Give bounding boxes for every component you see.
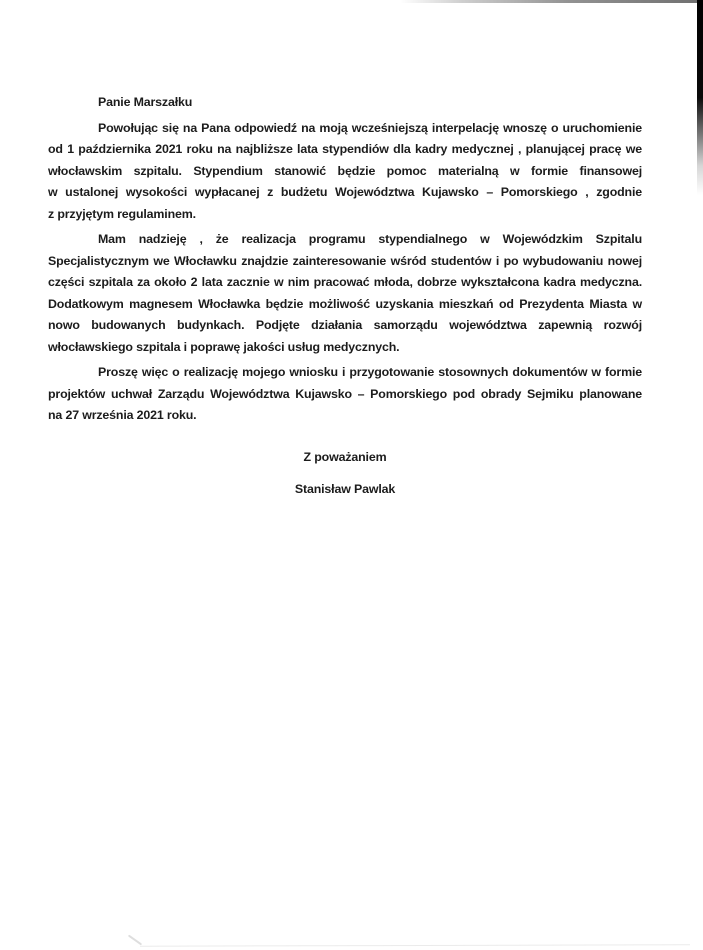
letter-line: Mam nadzieję , że realizacja programu stypendialnego w Wojewódzkim Szpitalu	[98, 232, 642, 246]
letter-line: od 1 października 2021 roku na najbliższe lata stypendiów dla kadry medycznej , planującej pracę we	[48, 142, 642, 156]
letter-line: w ustalonej wysokości wypłacanej z budżetu Województwa Kujawsko – Pomorskiego , zgodnie	[48, 185, 642, 199]
letter-line: części szpitala za około 2 lata zacznie w nim pracować młoda, dobrze wykształcona kadra medyczna.	[48, 275, 642, 289]
scan-artifact-right-streak	[697, 0, 703, 195]
letter-line: nowo budowanych budynkach. Podjęte działania samorządu województwa zapewnią rozwój	[48, 318, 642, 332]
paragraph-2	[48, 229, 642, 358]
letter-line: włocławskim szpitalu. Stypendium stanowić będzie pomoc materialną w formie finansowej	[48, 163, 642, 178]
letter-line: włocławskiego szpitala i poprawę jakości usług medycznych.	[48, 339, 400, 354]
signature-name: Stanisław Pawlak	[294, 482, 396, 496]
paragraph-3	[48, 362, 642, 427]
letter-line: Proszę więc o realizację mojego wniosku i przygotowanie stosownych dokumentów w formie	[98, 365, 642, 379]
letter-line: Dodatkowym magnesem Włocławka będzie możliwość uzyskania mieszkań od Prezydenta Miasta w	[48, 296, 642, 311]
letter-body	[48, 0, 642, 501]
salutation: Panie Marszałku	[98, 95, 193, 109]
letter-line: z przyjętym regulaminem.	[48, 206, 196, 221]
letter-line: na 27 września 2021 roku.	[48, 408, 197, 422]
letter-line: Specjalistycznym we Włocławku znajdzie zainteresowanie wśród studentów i po wybudowaniu nowej	[48, 253, 642, 268]
paragraph-1	[48, 118, 642, 226]
letter-line: Powołując się na Pana odpowiedź na moją wcześniejszą interpelację wnoszę o uruchomienie	[98, 120, 642, 135]
scan-artifact-bottom-line	[140, 944, 690, 946]
scan-artifact-bottom-tick	[128, 935, 142, 946]
letter-line: projektów uchwał Zarządu Województwa Kujawsko – Pomorskiego pod obrady Sejmiku planowane	[48, 386, 642, 401]
closing: Z poważaniem	[303, 449, 387, 464]
